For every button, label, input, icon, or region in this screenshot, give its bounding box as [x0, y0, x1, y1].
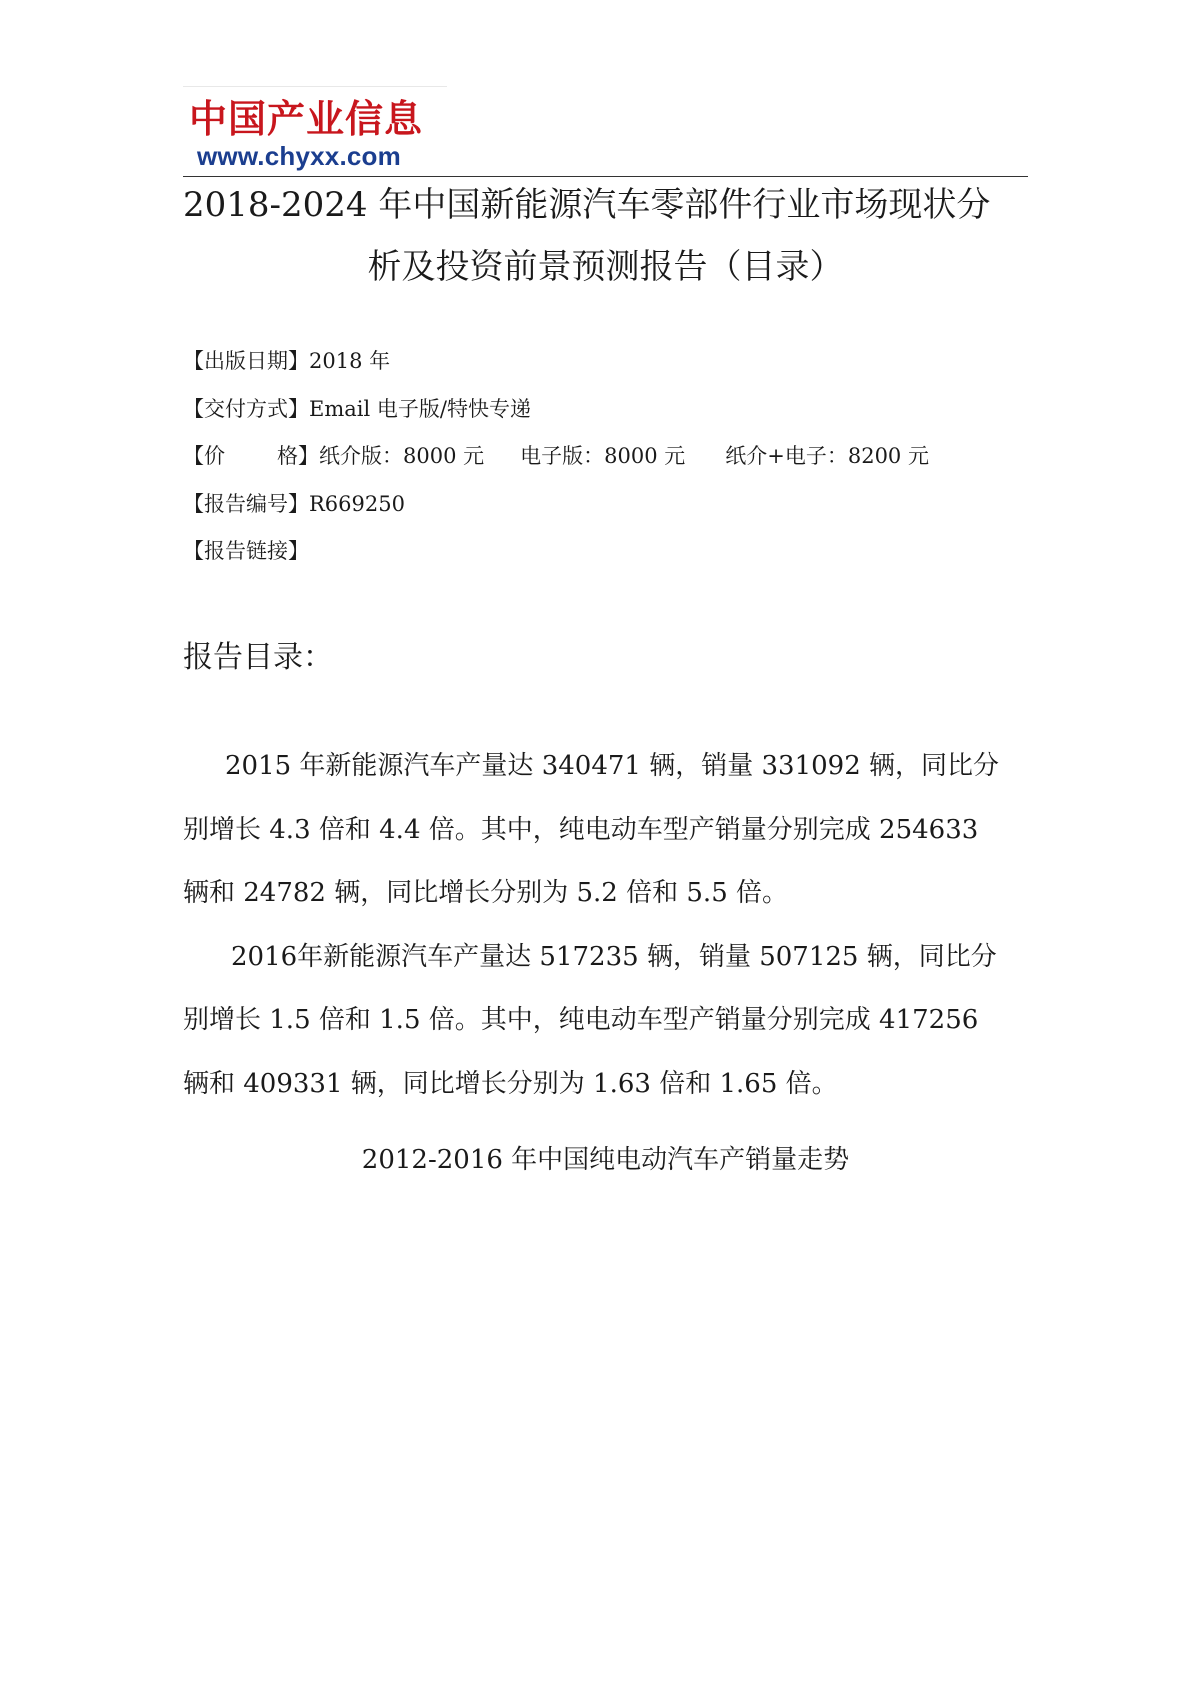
paragraph-line: 别增长 1.5 倍和 1.5 倍。其中，纯电动车型产销量分别完成 417256: [183, 1005, 979, 1035]
price-electronic: 电子版：8000 元: [520, 444, 686, 468]
price-both: 纸介+电子：8200 元: [725, 444, 929, 468]
body-text: [183, 735, 1028, 1116]
report-title-line-1: 2018-2024 年中国新能源汽车零部件行业市场现状分: [183, 185, 991, 225]
meta-label-left: 【价: [183, 444, 225, 468]
meta-label: 【报告链接】: [183, 539, 309, 563]
meta-value: R669250: [309, 491, 405, 516]
report-title-line-2: 析及投资前景预测报告（目录）: [367, 247, 844, 287]
meta-label: 【报告编号】: [183, 491, 309, 516]
meta-value: Email 电子版/特快专递: [309, 396, 531, 421]
meta-report-link: [183, 528, 1028, 576]
meta-label: [183, 433, 319, 481]
report-meta: [183, 338, 1028, 576]
meta-value: 2018 年: [309, 349, 391, 373]
paragraph-line: 别增长 4.3 倍和 4.4 倍。其中，纯电动车型产销量分别完成 254633: [183, 814, 979, 845]
section-heading: 报告目录：: [183, 640, 333, 675]
meta-report-number: [183, 481, 1028, 529]
chart-caption: 2012-2016 年中国纯电动汽车产销量走势: [361, 1145, 850, 1175]
meta-label: 【出版日期】: [183, 349, 309, 373]
paragraph-line: 辆和 24782 辆，同比增长分别为 5.2 倍和 5.5 倍。: [183, 878, 788, 908]
meta-publish-date: [183, 338, 1028, 386]
meta-delivery: [183, 386, 1028, 434]
paragraph: [183, 926, 1028, 1117]
paragraph-line: 辆和 409331 辆，同比增长分别为 1.63 倍和 1.65 倍。: [183, 1068, 838, 1099]
paragraph-line: 2016年新能源汽车产量达 517235 辆，销量 507125 辆，同比分: [231, 941, 997, 972]
logo-chinese-name: 中国产业信息: [189, 97, 424, 141]
paragraph-line: 2015 年新能源汽车产量达 340471 辆，销量 331092 辆，同比分: [225, 751, 999, 781]
paragraph: [183, 735, 1028, 926]
report-title: [183, 174, 1028, 298]
meta-label: 【交付方式】: [183, 396, 309, 421]
price-paper: 纸介版：8000 元: [319, 444, 485, 468]
logo-url: www.chyxx.com: [197, 141, 401, 171]
company-logo: [183, 86, 447, 175]
meta-price: [183, 433, 1028, 481]
meta-label-right: 格】: [277, 444, 319, 468]
